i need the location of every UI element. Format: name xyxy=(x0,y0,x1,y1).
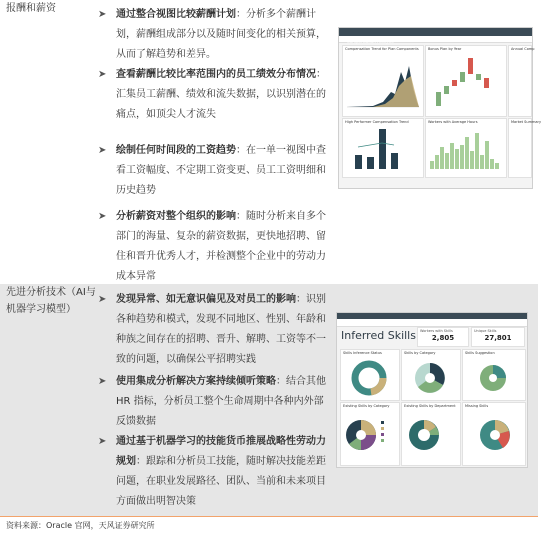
panel-title: Workers with Average Hours xyxy=(428,120,478,124)
row-label-advanced-analytics: 先进分析技术（AI与机器学习模型） xyxy=(6,287,96,315)
item-title: 发现异常、如无意识偏见及对员工的影响 xyxy=(116,294,296,305)
waterfall-chart xyxy=(426,52,504,112)
panel-skills-suggestion xyxy=(462,349,526,401)
item-text: ：分析多个薪酬计划，薪酬组成部分以及随时间变化的相关预算，从而了解趋势和差异。 xyxy=(116,9,326,60)
panel-skills-by-category xyxy=(401,349,461,401)
chevron-right-icon: ➤ xyxy=(98,145,107,156)
panel-title: Skills by Category xyxy=(404,351,436,355)
panel-market-summary xyxy=(508,118,541,178)
panel-title: Existing Skills by Category xyxy=(343,404,390,408)
kpi-workers-with-skills xyxy=(417,327,469,347)
chevron-right-icon: ➤ xyxy=(98,436,107,447)
panel-comp-trend xyxy=(342,45,424,117)
panel-title: Bonus Plan by Year xyxy=(428,47,462,51)
panel-bonus-plan xyxy=(425,45,507,117)
item-text: ：随时分析来自多个部门的海量、复杂的薪资数据，更快地招聘、留住和晋升优秀人才，并检测整个企业中的劳动力成本异常 xyxy=(116,211,326,282)
area-chart xyxy=(343,52,421,112)
inferred-skills-dashboard-screenshot xyxy=(336,312,528,468)
panel-title: Market Summary xyxy=(511,120,541,124)
panel-existing-skills-department xyxy=(401,402,461,466)
pie-chart xyxy=(463,409,523,463)
panel-existing-skills-category xyxy=(340,402,400,466)
chevron-right-icon: ➤ xyxy=(98,294,107,305)
item-text: ：结合其他 HR 指标，分析员工整个生命周期中各种内外部反馈数据 xyxy=(116,376,326,427)
panel-title: Existing Skills by Department xyxy=(404,404,456,408)
footer-rule xyxy=(0,516,538,517)
panel-inference-status xyxy=(340,349,400,401)
kpi-label: Unique Skills xyxy=(474,329,497,333)
chevron-right-icon: ➤ xyxy=(98,69,107,80)
panel-missing-skills xyxy=(462,402,526,466)
item-text: ：汇集员工薪酬、绩效和流失数据，以识别潜在的痛点，如顶尖人才流失 xyxy=(116,69,326,120)
item-compare-plans xyxy=(98,5,326,65)
radial-chart xyxy=(463,356,523,398)
source-note: 资料来源：Oracle 官网，天风证券研究所 xyxy=(6,521,155,530)
kpi-value: 27,801 xyxy=(484,334,512,342)
item-workforce-planning xyxy=(98,432,326,512)
bar-chart xyxy=(343,125,421,173)
item-title: 使用集成分析解决方案持续倾听策略 xyxy=(116,376,276,387)
dashboard-tabs xyxy=(337,319,527,327)
panel-title: High Performer Compensation Trend xyxy=(345,120,409,124)
panel-high-performer xyxy=(342,118,424,178)
panel-title: Skills Inference Status xyxy=(343,351,382,355)
item-payroll-impact xyxy=(98,207,326,287)
histogram-chart xyxy=(426,125,504,173)
item-listening-strategy xyxy=(98,372,326,432)
pie-chart xyxy=(341,409,397,463)
panel-title: Skills Suggestion xyxy=(465,351,495,355)
item-salary-trends xyxy=(98,141,326,201)
donut-chart xyxy=(341,356,397,398)
dashboard-title: Compensation Analysis xyxy=(347,39,394,44)
item-detect-anomalies xyxy=(98,290,326,370)
chevron-right-icon: ➤ xyxy=(98,376,107,387)
item-text: ：在一单一视图中查看工资幅度、不定期工资变更、员工工资明细和历史趋势 xyxy=(116,145,326,196)
donut-chart xyxy=(402,409,458,463)
item-text: ：跟踪和分析员工技能，随时解决技能差距问题，在职业发展路径、团队、当前和未来项目方面做出明智决策 xyxy=(116,456,326,507)
dashboard-title: Inferred Skills xyxy=(341,329,416,342)
panel-average-hours xyxy=(425,118,507,178)
item-title: 绘制任何时间段的工资趋势 xyxy=(116,145,236,156)
compensation-dashboard-screenshot xyxy=(338,27,541,189)
item-title: 查看薪酬比较比率范围内的员工绩效分布情况 xyxy=(116,69,316,80)
item-performance-distribution xyxy=(98,65,326,125)
panel-title: Missing Skills xyxy=(465,404,489,408)
item-title: 通过整合视图比较薪酬计划 xyxy=(116,9,236,20)
item-title: 通过基于机器学习的技能货币推展战略性劳动力规划 xyxy=(116,436,326,467)
row-label-compensation: 报酬和薪资 xyxy=(6,3,56,14)
kpi-unique-skills xyxy=(471,327,525,347)
kpi-value: 2,805 xyxy=(431,334,455,342)
item-text: ：识别各种趋势和模式，发现不同地区、性别、年龄和种族之间存在的招聘、晋升、解聘、工资等不一致的问题，以确保公平招聘实践 xyxy=(116,294,326,365)
panel-title: Compensation Trend for Plan Components xyxy=(345,47,419,51)
panel-annual-comp xyxy=(508,45,535,117)
item-title: 分析薪资对整个组织的影响 xyxy=(116,211,236,222)
panel-title: Annual Comp xyxy=(511,47,535,51)
kpi-label: Workers with Skills xyxy=(420,329,453,333)
app-header-bar xyxy=(339,28,532,44)
chevron-right-icon: ➤ xyxy=(98,211,107,222)
chevron-right-icon: ➤ xyxy=(98,9,107,20)
sunburst-chart xyxy=(402,356,458,398)
